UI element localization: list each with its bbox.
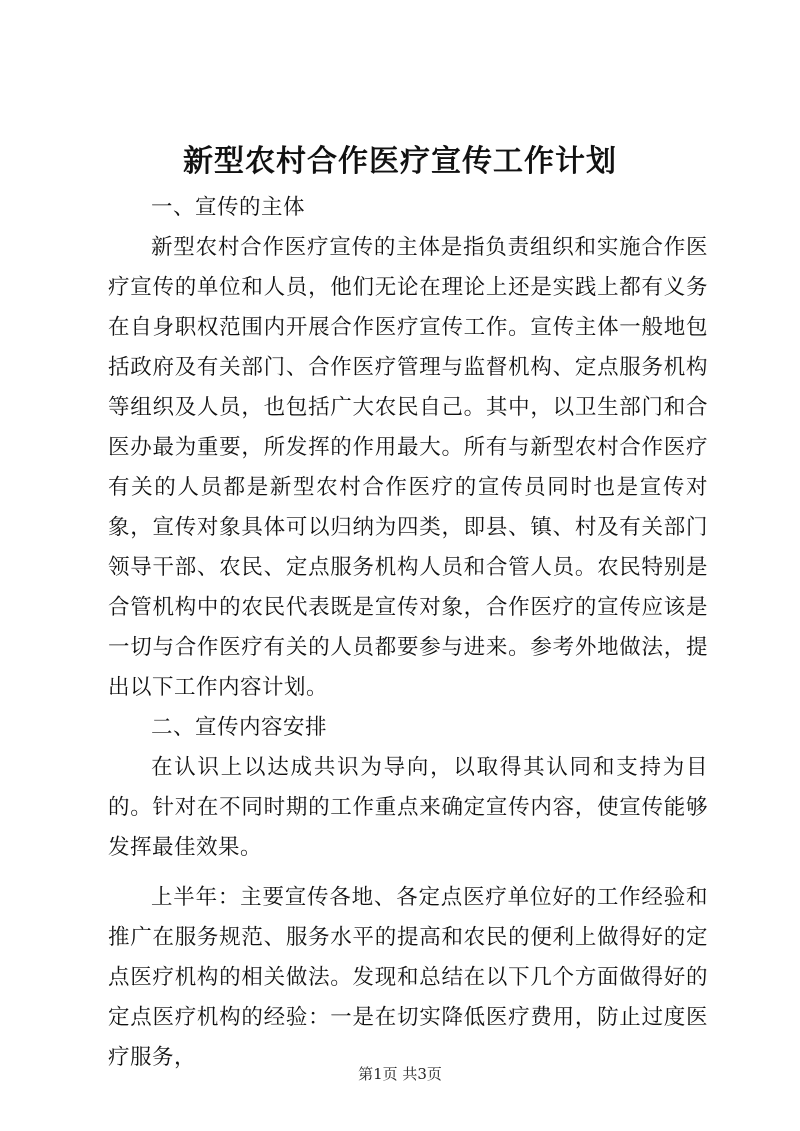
body-paragraph-1: 新型农村合作医疗宣传的主体是指负责组织和实施合作医疗宣传的单位和人员，他们无论在理论上还是实践上都有义务在自身职权范围内开展合作医疗宣传工作。宣传主体一般地包括政府及有关部门、合作医疗管理与监督机构、定点服务机构等组织及人员，也包括广大农民自己。其中，以卫生部门和合医办最为重要，所发挥的作用最大。所有与新型农村合作医疗有关的人员都是新型农村合作医疗的宣传员同时也是宣传对象，宣传对象具体可以归纳为四类，即县、镇、村及有关部门领导干部、农民、定点服务机构人员和合管人员。农民特别是合管机构中的农民代表既是宣传对象，合作医疗的宣传应该是一切与合作医疗有关的人员都要参与进来。参考外地做法，提出以下工作内容计划。 — [108, 235, 708, 700]
document-title: 新型农村合作医疗宣传工作计划 — [183, 144, 617, 179]
section-heading-1: 一、宣传的主体 — [151, 195, 306, 220]
body-paragraph-2: 在认识上以达成共识为导向，以取得其认同和支持为目的。针对在不同时期的工作重点来确定宣传内容，使宣传能够发挥最佳效果。 — [108, 755, 708, 860]
page-footer: 第1页 共3页 — [358, 1065, 442, 1083]
body-paragraph-3: 上半年：主要宣传各地、各定点医疗单位好的工作经验和推广在服务规范、服务水平的提高和农民的便利上做得好的定点医疗机构的相关做法。发现和总结在以下几个方面做得好的定点医疗机构的经验：一是在切实降低医疗费用，防止过度医疗服务， — [108, 885, 708, 1070]
document-body — [108, 188, 708, 1078]
section-heading-2: 二、宣传内容安排 — [151, 715, 328, 740]
